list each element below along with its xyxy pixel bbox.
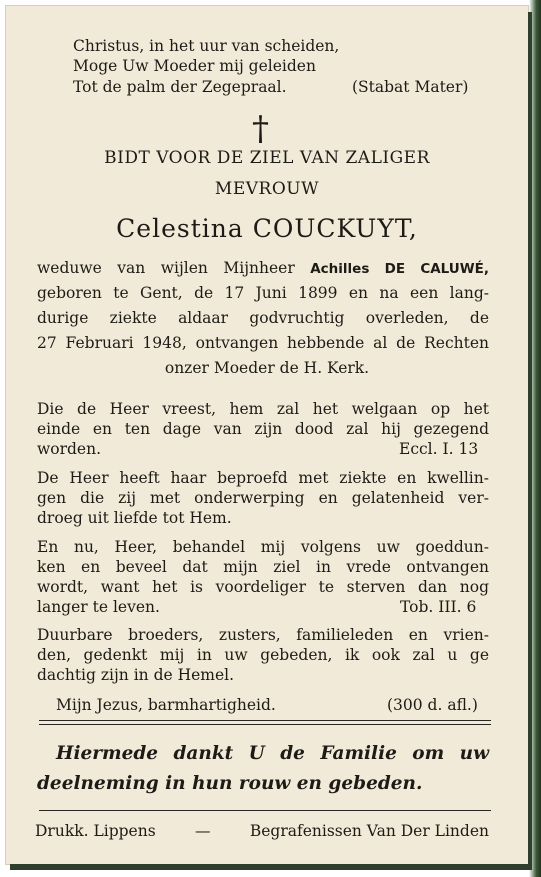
verse1-line-1: Die de Heer vreest, hem zal het welgaan op het	[37, 400, 489, 418]
poem-source: (Stabat Mater)	[352, 78, 469, 96]
thanks-line-2: deelneming in hun rouw en gebeden.	[37, 773, 423, 794]
verse3-reference: Tob. III. 6	[400, 598, 477, 616]
verse4-line-3: dachtig zijn in de Hemel.	[37, 666, 235, 684]
verse3-line-3: wordt, want het is voordeliger te sterven dan nog	[37, 578, 489, 596]
verse1-reference: Eccl. I. 13	[399, 440, 479, 458]
divider-top-1	[39, 720, 491, 721]
bio-line-1	[37, 258, 489, 279]
poem-line-2: Moge Uw Moeder mij geleiden	[73, 57, 316, 75]
verse2-line-3: droeg uit liefde tot Hem.	[37, 509, 232, 527]
first-name: Celestina	[116, 214, 244, 243]
verse4-line-2: den, gedenkt mij in uw gebeden, ik ook zal u ge	[37, 646, 489, 664]
bio-line-5: onzer Moeder de H. Kerk.	[164, 359, 370, 377]
verse3-line-1: En nu, Heer, behandel mij volgens uw goeddun-	[37, 538, 489, 556]
last-name: COUCKUYT,	[252, 214, 418, 243]
poem-line-3: Tot de palm der Zegepraal.	[73, 78, 287, 96]
thanks-line-1: Hiermede dankt U de Familie om uw	[56, 743, 489, 764]
title-heading: MEVROUW	[214, 179, 320, 199]
bio-line-4: 27 Februari 1948, ontvangen hebbende al de Rechten	[37, 334, 489, 352]
verse3-line-2: ken en beveel dat mijn ziel in vrede ontvangen	[37, 558, 489, 576]
deceased-name	[6, 214, 528, 244]
green-background-edge	[529, 0, 541, 877]
poem-line-1: Christus, in het uur van scheiden,	[73, 37, 340, 55]
verse3-line-4: langer te leven.	[37, 598, 160, 616]
indulgence-note: (300 d. afl.)	[387, 696, 478, 714]
cross-icon: †	[252, 109, 269, 149]
bio-line-3: durige ziekte aldaar godvruchtig overleden, de	[37, 309, 489, 327]
husband-name: Achilles DE CALUWÉ,	[310, 261, 489, 277]
verse2-line-1: De Heer heeft haar beproefd met ziekte en kwellin-	[37, 469, 489, 487]
divider-bottom	[39, 810, 491, 811]
bio-prefix: weduwe van wijlen Mijnheer	[37, 259, 295, 277]
invocation-text: Mijn Jezus, barmhartigheid.	[56, 696, 276, 714]
undertaker-name: Begrafenissen Van Der Linden	[249, 822, 489, 840]
memorial-card	[6, 6, 528, 864]
verse4-line-1: Duurbare broeders, zusters, familieleden en vrien-	[37, 626, 489, 644]
divider-top-2	[39, 724, 491, 725]
footer	[35, 821, 489, 841]
printer-name: Drukk. Lippens	[35, 822, 156, 840]
verse1-line-2: einde en ten dage van zijn dood zal hij gezegend	[37, 420, 489, 438]
verse2-line-2: gen die zij met onderwerping en gelatenheid ver-	[37, 489, 489, 507]
verse1-line-3: worden.	[37, 440, 102, 458]
footer-dash: —	[195, 822, 211, 840]
bio-line-2: geboren te Gent, de 17 Juni 1899 en na een lang-	[37, 284, 489, 302]
prayer-heading: BIDT VOOR DE ZIEL VAN ZALIGER	[104, 148, 430, 168]
